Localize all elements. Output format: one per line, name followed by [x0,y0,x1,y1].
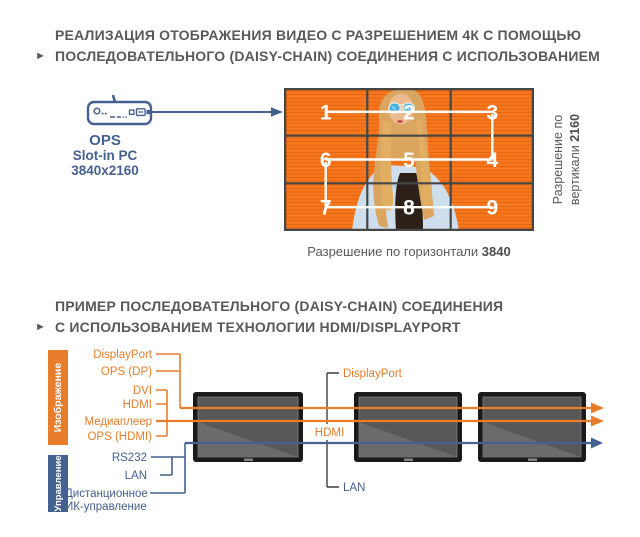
link-label-lan: LAN [343,482,366,494]
wall-number-7: 7 [319,196,332,220]
ops-device-icon [85,95,157,129]
source-to-wall-arrow-icon [150,104,285,120]
wall-number-4: 4 [486,149,499,172]
input-mediaplayer: Медиаплеер [84,416,152,428]
link-label-hdmi-group [308,424,351,440]
arrow-bullet-icon: ► [35,321,47,333]
ops-resolution: 3840x2160 [71,162,139,178]
device-dot [125,116,127,118]
vertical-resolution-caption [550,88,588,231]
section1-title-line1: РЕАЛИЗАЦИЯ ОТОБРАЖЕНИЯ ВИДЕО С РАЗРЕШЕНИЕМ 4К С ПОМОЩЬЮ [55,27,582,43]
input-displayport: DisplayPort [93,349,152,361]
input-rs232: RS232 [111,452,147,464]
display-logo [244,459,253,461]
link-label-hdmi: HDMI [314,427,345,439]
section2-title-line1: ПРИМЕР ПОСЛЕДОВАТЕЛЬНОГО (DAISY-CHAIN) СОЕДИНЕНИЯ [55,298,504,314]
wall-number-8: 8 [403,196,415,220]
wall-number-3: 3 [486,101,499,125]
input-remote-line1: Дистанционное [65,488,148,500]
dp-bracket [156,354,180,408]
input-lan: LAN [124,470,147,482]
video-input-labels [84,349,152,443]
hres-label: Разрешение по горизонтали [307,244,479,259]
video-wall-art [284,88,534,231]
ops-type: Slot-in PC [72,148,138,163]
input-remote-line2: ИК-управление [65,501,147,513]
display-1 [193,392,303,462]
wall-number-2: 2 [403,101,415,125]
displayport-arrow-head [591,403,604,414]
device-dot [123,116,125,118]
display-2 [354,392,462,462]
arrow-head [271,107,283,117]
control-bracket [150,443,185,493]
lan-arrow-head [591,438,603,449]
ops-name: OPS [89,132,121,149]
control-group-label: Управление [53,455,64,512]
wall-number-5: 5 [403,149,415,172]
wall-number-1: 1 [319,101,332,125]
device-dot [105,113,107,115]
lips [397,120,403,123]
ops-device-labels [45,132,165,178]
display-logo [404,459,413,461]
control-input-labels [65,452,148,513]
display-logo [528,459,537,461]
arrow-bullet-icon: ► [35,50,47,62]
hdmi-arrow-head [591,416,604,427]
vres-line2: вертикали [568,145,582,206]
horizontal-resolution-caption [254,244,564,259]
section1-title [35,25,600,67]
input-dvi: DVI [132,385,152,397]
daisy-chain-diagram [0,292,640,537]
vres-value: 2160 [568,113,582,142]
hdmi-bracket [156,390,167,436]
wall-number-6: 6 [319,149,332,172]
section1-title-line2: ПОСЛЕДОВАТЕЛЬНОГО (DAISY-CHAIN) СОЕДИНЕНИЯ С ИСПОЛЬЗОВАНИЕМ [55,48,600,64]
video-wall [284,88,534,231]
input-ops-hdmi: OPS (HDMI) [87,431,152,443]
display-3 [478,392,586,462]
vres-line1: Разрешение по [551,114,565,205]
hair-strand-left [380,120,393,211]
video-group-label: Изображение [52,362,64,433]
section2-title-line2: С ИСПОЛЬЗОВАНИЕМ ТЕХНОЛОГИИ HDMI/DISPLAYPORT [55,319,461,335]
input-hdmi: HDMI [122,399,152,411]
wall-number-9: 9 [486,196,499,220]
hres-value: 3840 [481,244,511,259]
device-body [88,102,151,124]
device-dot [102,113,104,115]
link-label-displayport: DisplayPort [343,368,402,380]
input-ops-dp: OPS (DP) [100,366,152,378]
